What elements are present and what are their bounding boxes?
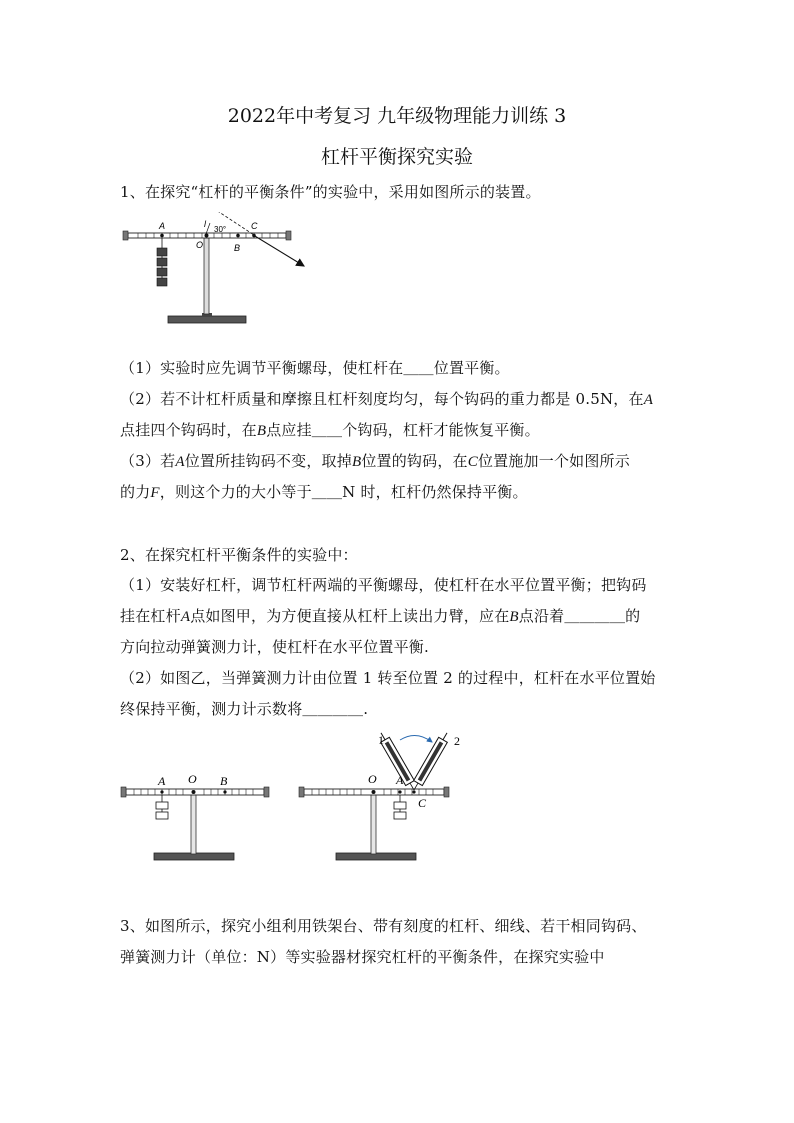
q2-right-pos-2: 2 (454, 734, 460, 748)
q2-p1-text-a: 挂在杠杆 (120, 607, 181, 625)
q1-angle-label: 30° (214, 225, 227, 234)
q1-label-o: O (196, 240, 204, 250)
q2-left-label-a: A (158, 774, 166, 788)
q1-p2-text-c: 点应挂＿＿个钩码，杠杆才能恢复平衡。 (266, 421, 540, 439)
q1-label-a: A (159, 221, 166, 231)
q2-stem: 2、在探究杠杆平衡条件的实验中： (120, 546, 358, 564)
q1-part2-line1 (120, 388, 653, 409)
q1-p2-text-b: 点挂四个钩码时，在 (120, 421, 257, 439)
q1-p2-var-a: A (643, 392, 654, 408)
q1-p2-var-b: B (256, 423, 267, 439)
q1-p3-var-f: F (150, 485, 160, 501)
q1-lever-figure (118, 212, 318, 332)
q2-p1-text-b: 点如图甲，为方便直接从杠杆上读出力臂，应在 (190, 607, 510, 625)
q1-label-l: l (204, 219, 206, 229)
q1-label-b: B (234, 243, 241, 253)
q2-part1-line2 (120, 605, 640, 626)
q2-right-label-o: O (368, 772, 377, 786)
q1-p3-text-c: 位置的钩码，在 (361, 452, 468, 470)
q1-part1: （1）实验时应先调节平衡螺母，使杠杆在＿＿位置平衡。 (120, 359, 510, 377)
q1-part3-line2 (120, 481, 528, 502)
q2-p1-text-c: 点沿着＿＿＿＿的 (518, 607, 641, 625)
q2-p1-var-a: A (180, 609, 191, 625)
q2-right-label-c: C (418, 796, 427, 810)
q2-right-label-a: A (396, 773, 404, 787)
q1-part2-line2 (120, 419, 540, 440)
q1-part3-line1 (120, 450, 630, 471)
q2-part2-line2: 终保持平衡，测力计示数将＿＿＿＿. (120, 700, 369, 718)
document-subtitle: 杠杆平衡探究实验 (320, 146, 473, 168)
q1-p3-text-d: 位置施加一个如图所示 (477, 452, 630, 470)
q1-stem: 1、在探究“杠杆的平衡条件”的实验中，采用如图所示的装置。 (120, 183, 541, 201)
q1-p3-var-b: B (351, 454, 362, 470)
q1-label-c: C (251, 221, 258, 231)
q2-part2-line1: （2）如图乙，当弹簧测力计由位置 1 转至位置 2 的过程中，杠杆在水平位置始 (120, 669, 656, 687)
q1-p3-var-a: A (175, 454, 185, 470)
q2-part1-line1: （1）安装好杠杆，调节杠杆两端的平衡螺母，使杠杆在水平位置平衡；把钩码 (120, 576, 647, 594)
q2-p1-var-b: B (509, 609, 519, 625)
q3-line1: 3、如图所示，探究小组利用铁架台、带有刻度的杠杆、细线、若干相同钩码、 (120, 917, 647, 935)
q1-p3-text-b: 位置所挂钩码不变，取掉 (184, 452, 352, 470)
q1-p3-var-c: C (467, 454, 478, 470)
document-title: 2022年中考复习 九年级物理能力训练 3 (227, 105, 567, 127)
q2-figure-right (296, 730, 476, 870)
q2-left-label-b: B (220, 774, 228, 788)
q2-left-label-o: O (188, 772, 197, 786)
q1-p3-text-f: ，则这个力的大小等于＿＿N 时，杠杆仍然保持平衡。 (159, 483, 528, 501)
q1-p3-text-e: 的力 (120, 483, 151, 501)
q2-part1-line3: 方向拉动弹簧测力计，使杠杆在水平位置平衡. (120, 638, 429, 656)
q1-p3-text-a: （3）若 (120, 452, 176, 470)
q1-p2-text-a: （2）若不计杠杆质量和摩擦且杠杆刻度均匀，每个钩码的重力都是 0.5N，在 (120, 390, 644, 408)
q2-figure-left (118, 730, 278, 870)
q2-right-pos-1: 1 (378, 733, 384, 747)
q3-line2: 弹簧测力计（单位：N）等实验器材探究杠杆的平衡条件，在探究实验中 (120, 948, 605, 966)
spring-scale-position-2 (410, 730, 452, 792)
